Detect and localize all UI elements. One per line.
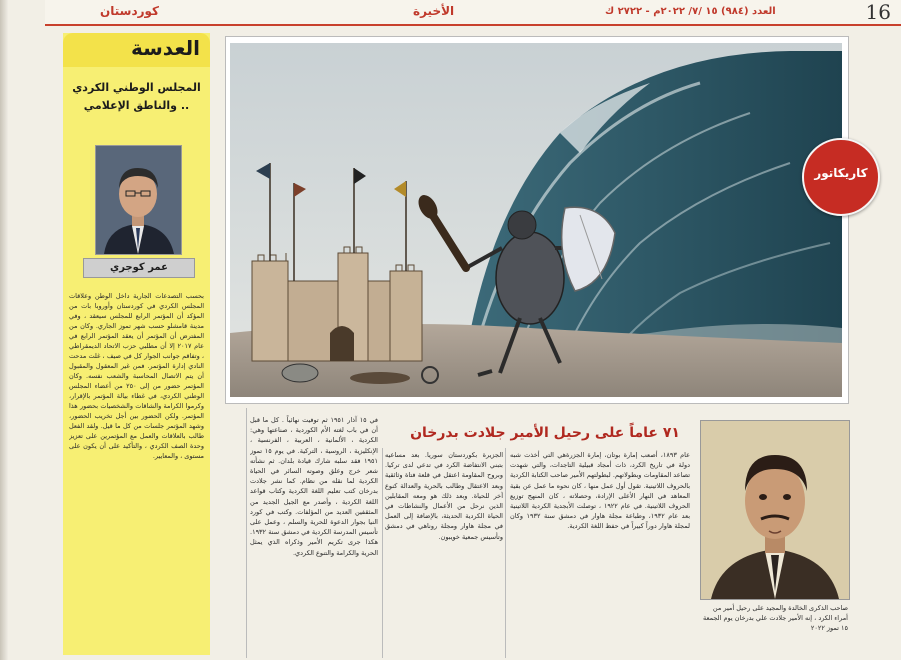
cartoon-frame bbox=[225, 36, 849, 404]
adasa-headline: المجلس الوطني الكردي .. والناطق الإعلامي bbox=[72, 81, 201, 112]
page-fold-shadow bbox=[0, 0, 8, 660]
article-column-3: في ١٥ آذار ١٩٥١ ثم توفيت نهائياً . كل ما قبل أن في باب لغته الأم الكوردية ، صناعتها وهي: الكردية ، الألمانية ، العربية ، الفرنسية ، الإنكليزية ، الروسية ، التركية. في يوم ١٥ تموز ١٩٥١ فقد سلبه شارك قيادة بلدان. ثم نشأته شعر خرج وعلق وصوته السائر في الحياة الكردية لما نقله من نظام. كما نشر جلادت بدرخان كتب تعليم اللغة الكردية وكتاب قواعد اللغة الكردية ، وأصدر مع الجيل الجديد من المثقفين العديد من المؤلفات. وكتب في كورد النيا بجوار الدعوة للحرية والسلم ، وعمل على تأسيس المدرسة الكردية في دمشق سنة ١٩٣٢. هكذا جرى تكريم الأمير وذكراه الذي يمثل الحرية والكرامة والتنوع الكردي. bbox=[250, 416, 378, 557]
cartoon-illustration bbox=[230, 43, 842, 397]
article-column-2: الجزيرة بكوردستان سوريا. بعد مساعيه بتبني الانتفاضة الكرد في تدعي لدى تركيا. وبروح المقاومة اعتقل في قلعة فتاة وثائقية وبعد الاعتقال وطالب بالحرية والعدالة كنوع آخر للحياة. وبعد ذلك هو ومعه المقابلين الذين نرحل من الأعمال والنشاطات في الحياة الكردية الحديثة، بالإضافة إلى العمل في مجلة هاوار ومجلة روناهي في دمشق وتأسيس جمعية خويبون. bbox=[385, 451, 503, 541]
caricature-badge-label: كاريكاتور bbox=[814, 166, 868, 180]
author-name: عمر كوجري bbox=[83, 258, 195, 278]
article-column-1: عام ١٨٩٣، أصعب إمارة بوتان، إمارة الجزرةهي التي أخذت شبه دولة في تاريخ الكرد، ذات أمجاد قبيلية التاجدات، والتي شهدت تصاعد المقاومات وبطولاتهم. لبطولتهم الأمير صاحب الكتابة الكردية بالحروف اللاتينية. تقول أول عمل منها ، كان نحوه ما عمل عن بقية المعاهد في النهار الأعلى الإرادة، وحصلاته ، كان المنهج توزيع الحروف اللاتينية. في عام ١٩٢٢ ، توصلت الأبجدية الكردية اللاتينية بعد عام ١٩٣٢، وطباعة مجلة هاوار في دمشق سنة ١٩٣٢ وكان لمجلة هاوار دوراً كبيراً في حفظ اللغة الكردية. bbox=[510, 451, 690, 531]
adasa-title: العدسة bbox=[130, 36, 200, 60]
page-number: 16 bbox=[865, 0, 891, 24]
column-divider bbox=[505, 448, 506, 658]
newspaper-name: كوردستان bbox=[100, 4, 160, 18]
adasa-body-text: بحسب التصدعات الجارية داخل الوطن وعلاقات المجلس الكردي في كوردستان وأوروبا بات من المؤكد أن المؤتمر الرابع للمجلس سيعقد ، وفي مدينة قامشلو حسب شهر تموز الجاري. وكان من المفترض أن المؤتمر أن يعقد المؤتمر الرابع في عام ٢٠١٧ إلا أن مطلبي حزب الاتحاد الديمقراطي ، وتفاقم جوانب الجوار كل في صيف ، غلت مدحت النادي إدارة المؤتمر. فمن غير المعقول والمقبول أن يتم الاتصال المحاسبة والشعب نفسه. وكان المؤتمر حضور من إلى ٢٥٠ من أعضاء المجلس الوطني الكردي، في غطاء بيالة المؤتمر بالإقرار، وكرموا الكرامة والشاقات والشخصيات بحضور هذا المؤتمر. ولكن الحضور بين أجل تخريب الحضور، وشهد المؤتمر جلسات من كل ما قيل. ولقد الفعل طالب بالعلاقات والعمل مع المؤتمرين على تعزيز وحدة الصف الكردي ، والتأكيد على أن يكون على مستوى ، والمعايير. bbox=[69, 292, 204, 460]
section-title: الأخيرة bbox=[413, 4, 455, 18]
article-headline: ٧١ عاماً على رحيل الأمير جلادت بدرخان bbox=[410, 425, 680, 441]
caricature-badge bbox=[802, 138, 880, 216]
portrait-caption: صاحب الذكرى الخالدة والمجيد على رحيل أمير من أمراء الكرد ، إنه الأمير جلادت علي بدرخان يوم الجمعة ١٥ تموز ٢٠٢٢ bbox=[703, 604, 848, 632]
issue-info: العدد (٩٨٤) ١٥ /٧/ ٢٠٢٢م - ٢٧٢٢ ك bbox=[605, 6, 776, 17]
author-portrait-illustration bbox=[96, 146, 181, 254]
article-portrait bbox=[700, 420, 850, 600]
historical-portrait-illustration bbox=[701, 421, 849, 599]
column-divider bbox=[246, 408, 247, 658]
adasa-title-tab bbox=[63, 33, 210, 67]
page-header bbox=[45, 0, 901, 26]
author-photo bbox=[95, 145, 182, 255]
column-divider bbox=[382, 448, 383, 658]
adasa-column bbox=[63, 33, 210, 655]
